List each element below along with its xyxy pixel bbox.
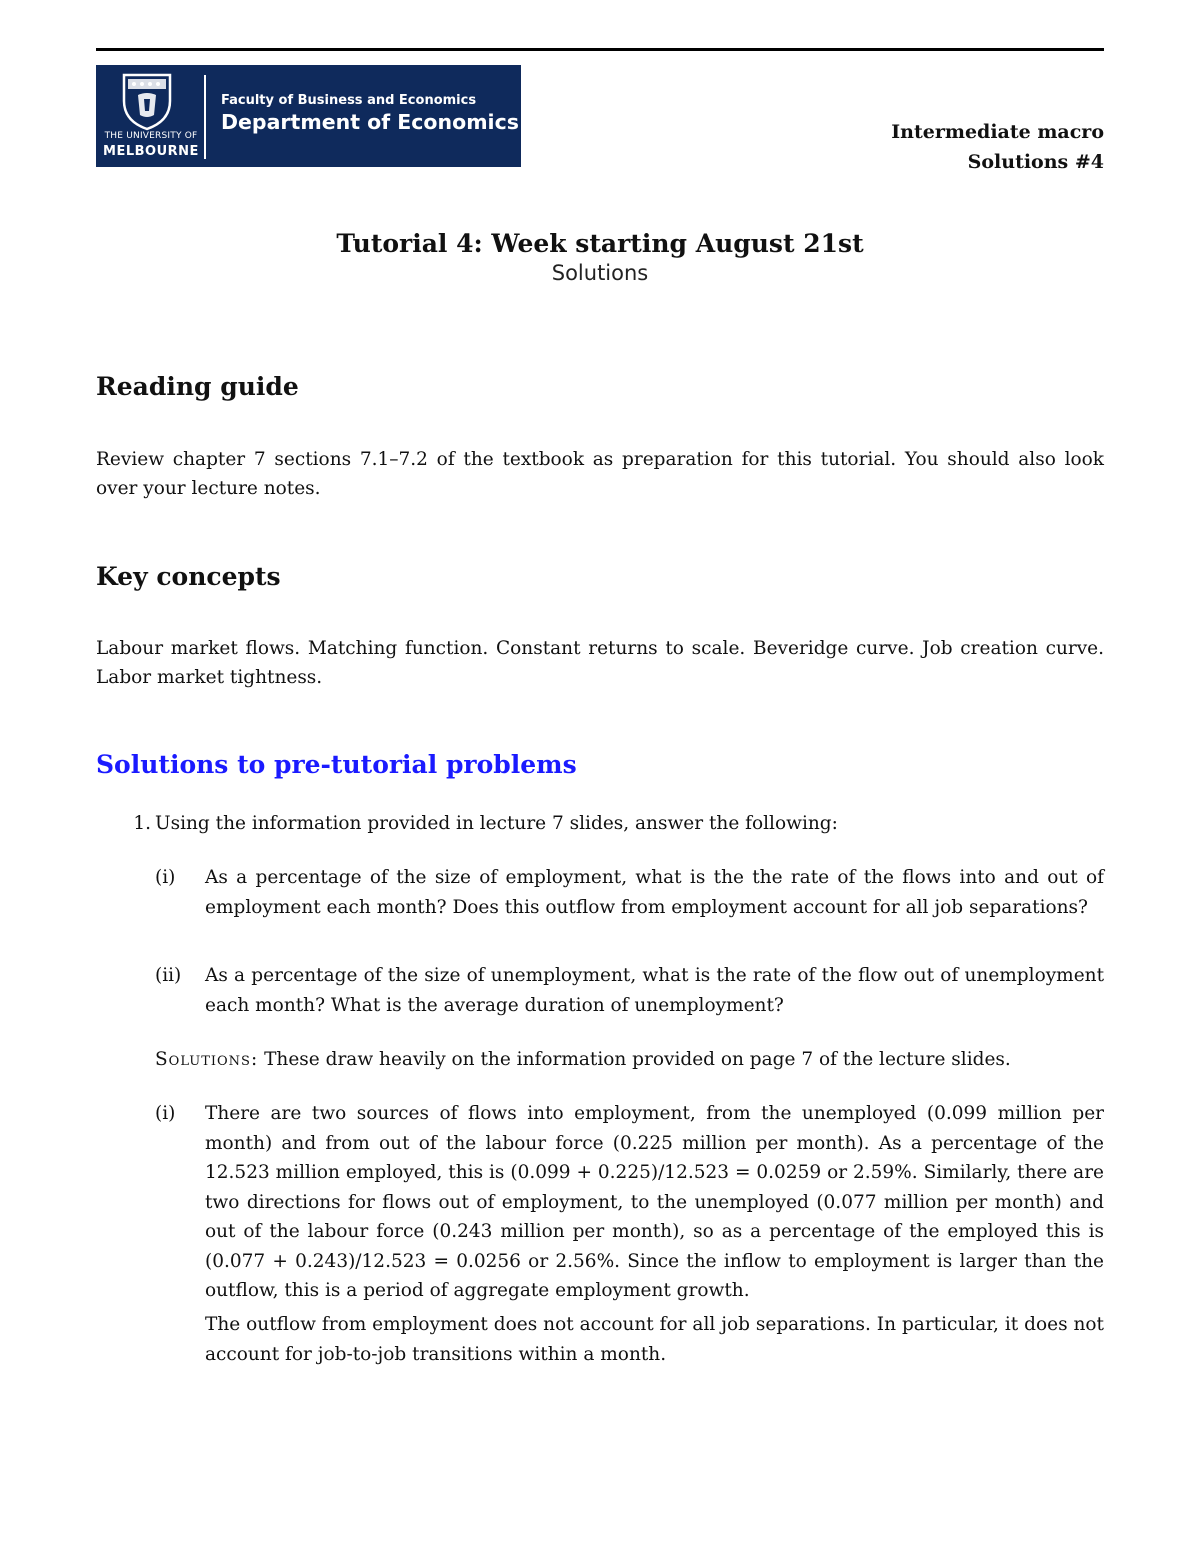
page-title: Tutorial 4: Week starting August 21st (336, 229, 864, 258)
question-part-text: As a percentage of the size of employment, what is the the rate of the flows into and out of employment each month? Does this outflow from employment account for all job separations? (205, 867, 1104, 918)
reading-guide-text: Review chapter 7 sections 7.1–7.2 of the textbook as preparation for this tutorial. You should also look over your lecture notes. (96, 449, 1104, 499)
reading-guide-heading: Reading guide (96, 372, 299, 401)
page-subtitle: Solutions (551, 261, 649, 285)
solutions-heading: Solutions to pre-tutorial problems (96, 750, 577, 779)
solution-intro (155, 1045, 1104, 1074)
question-part-text: As a percentage of the size of unemployment, what is the rate of the flow out of unemployment each month? What is the average duration of unemployment? (205, 965, 1104, 1016)
university-name-line1: THE UNIVERSITY OF (104, 131, 198, 141)
faculty-name: Faculty of Business and Economics (221, 93, 477, 108)
answer-part-i (155, 1099, 1104, 1306)
university-logo (96, 65, 521, 167)
solution-label: Solutions: (155, 1049, 259, 1070)
university-name-line2: MELBOURNE (103, 144, 199, 159)
solution-intro-text: These draw heavily on the information provided on page 7 of the lecture slides. (264, 1049, 1011, 1070)
question-part-label: (i) (155, 867, 176, 888)
question-part-label: (ii) (155, 965, 182, 986)
question-part-ii (155, 961, 1104, 1020)
key-concepts-heading: Key concepts (96, 562, 281, 591)
answer-part-label: (i) (155, 1103, 176, 1124)
top-rule (96, 48, 1104, 51)
document-label: Solutions #4 (967, 151, 1104, 173)
answer-continuation: The outflow from employment does not account for all job separations. In particular, it does not account for job-to-job transitions within a month. (205, 1314, 1104, 1365)
department-name: Department of Economics (221, 110, 519, 134)
university-crest-icon (118, 71, 176, 131)
course-name: Intermediate macro (891, 121, 1104, 143)
course-header (891, 117, 1104, 177)
answer-part-text: There are two sources of flows into employment, from the unemployed (0.099 million per month) and from out of the labour force (0.225 million per month). As a percentage of the 12.523 million employed, this is (0.099 + 0.225)/12.523 = 0.0259 or 2.59%. Similarly, there are two directions for flows out of employment, to the unemployed (0.077 million per month) and out of the labour force (0.243 million per month), so as a percentage of the employed this is (0.077 + 0.243)/12.523 = 0.0256 or 2.56%. Since the inflow to employment is larger than the outflow, this is a period of aggregate employment growth. (205, 1103, 1104, 1301)
question-part-i (155, 863, 1104, 922)
key-concepts-text: Labour market flows. Matching function. Constant returns to scale. Beveridge curve. Job creation curve. Labor market tightness. (96, 638, 1104, 688)
problem-text: Using the information provided in lecture 7 slides, answer the following: (155, 813, 838, 834)
problem-number: 1. (133, 813, 151, 834)
logo-divider (204, 75, 206, 159)
